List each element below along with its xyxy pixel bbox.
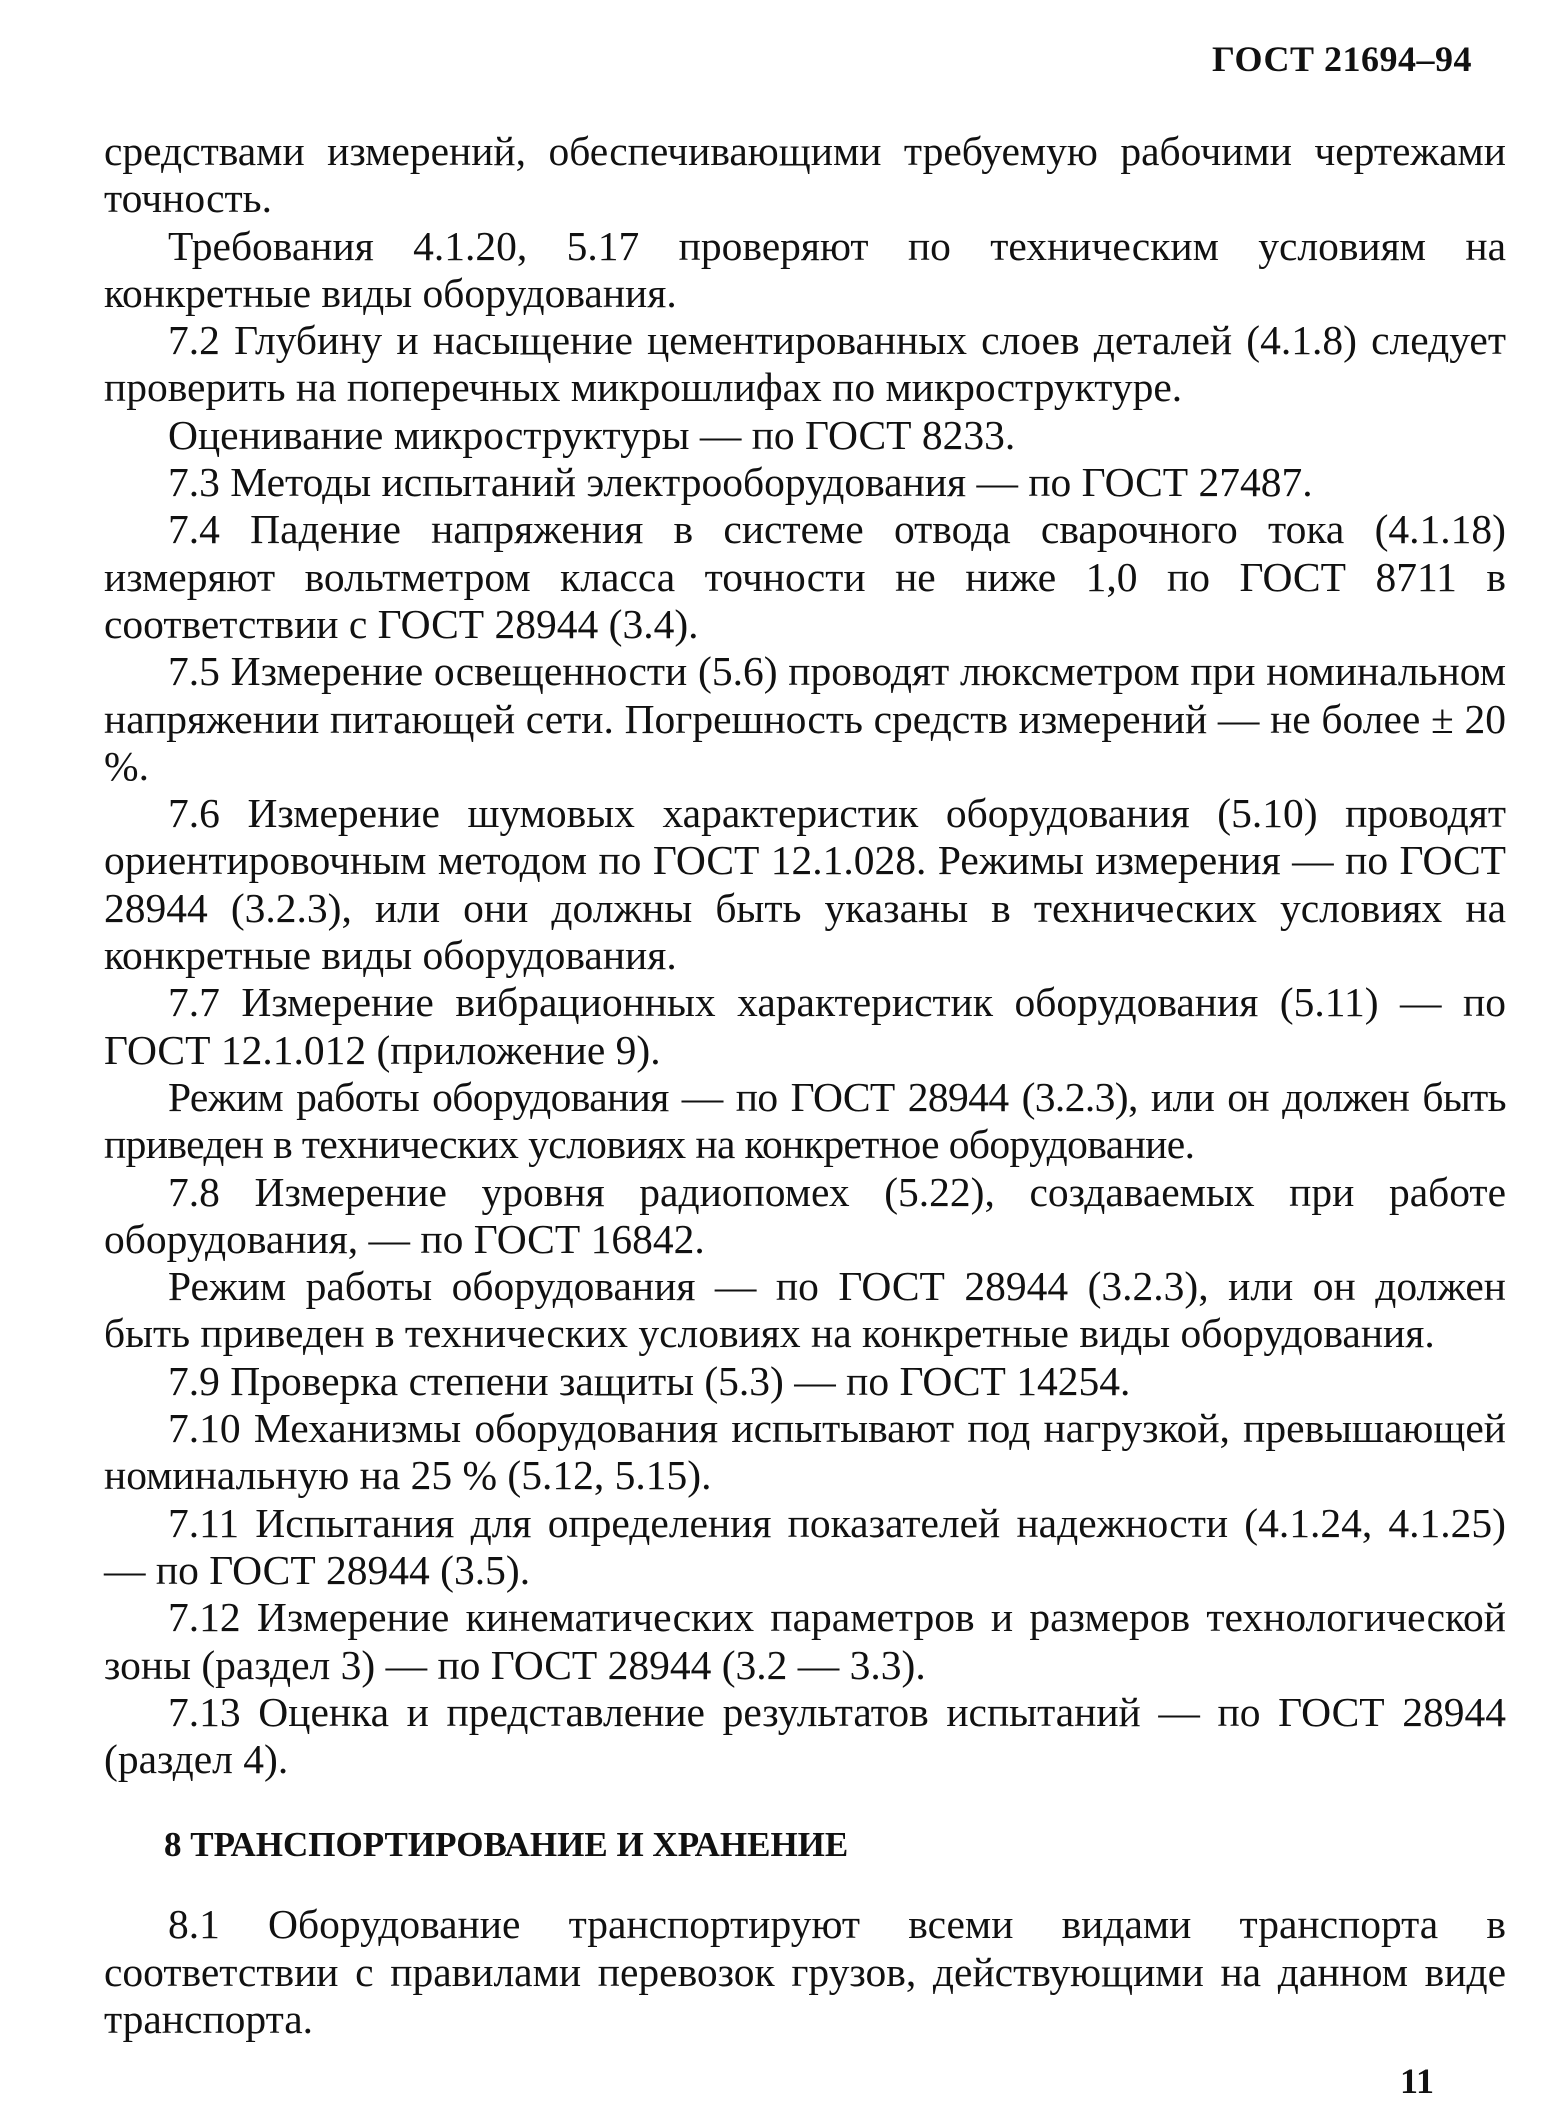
paragraph-operating-mode-2: Режим работы оборудования — по ГОСТ 28944 (3.2.3), или он должен быть приведен в технических условиях на конкретные виды оборудования. (104, 1263, 1506, 1357)
paragraph-7-6: 7.6 Измерение шумовых характеристик оборудования (5.10) проводят ориентировочным методом по ГОСТ 12.1.028. Режимы измерения — по ГОСТ 28944 (3.2.3), или они должны быть указаны в технических условиях на конкретные виды оборудования. (104, 790, 1506, 979)
paragraph-7-13: 7.13 Оценка и представление результатов испытаний — по ГОСТ 28944 (раздел 4). (104, 1688, 1506, 1783)
paragraph-7-2: 7.2 Глубину и насыщение цементированных слоев деталей (4.1.8) следует проверить на поперечных микрошлифах по микроструктуре. (104, 317, 1506, 411)
paragraph-7-9: 7.9 Проверка степени защиты (5.3) — по ГОСТ 14254. (168, 1357, 1131, 1404)
paragraph-7-8: 7.8 Измерение уровня радиопомех (5.22), создаваемых при работе оборудования, — по ГОСТ 16842. (104, 1168, 1506, 1262)
section-8-title: 8 ТРАНСПОРТИРОВАНИЕ И ХРАНЕНИЕ (164, 1825, 849, 1865)
paragraph-continuation: средствами измерений, обеспечивающими требуемую рабочими чертежами точность. (104, 128, 1506, 222)
paragraph-requirements-check: Требования 4.1.20, 5.17 проверяют по техническим условиям на конкретные виды оборудования. (104, 222, 1506, 316)
paragraph-7-10: 7.10 Механизмы оборудования испытывают под нагрузкой, превышающей номинальную на 25 % (5.12, 5.15). (104, 1405, 1506, 1499)
paragraph-8-1: 8.1 Оборудование транспортируют всеми видами транспорта в соответствии с правилами перевозок грузов, действующими на данном виде транспорта. (104, 1901, 1506, 2042)
paragraph-7-7: 7.7 Измерение вибрационных характеристик оборудования (5.11) — по ГОСТ 12.1.012 (приложение 9). (104, 979, 1506, 1073)
document-body (104, 128, 1506, 2043)
document-code-header: ГОСТ 21694–94 (1212, 39, 1472, 79)
paragraph-operating-mode-1: Режим работы оборудования — по ГОСТ 28944 (3.2.3), или он должен быть приведен в технических условиях на конкретное оборудование. (104, 1073, 1506, 1168)
paragraph-7-4: 7.4 Падение напряжения в системе отвода сварочного тока (4.1.18) измеряют вольтметром класса точности не ниже 1,0 по ГОСТ 8711 в соответствии с ГОСТ 28944 (3.4). (104, 506, 1506, 647)
paragraph-7-11: 7.11 Испытания для определения показателей надежности (4.1.24, 4.1.25) — по ГОСТ 28944 (3.5). (104, 1499, 1506, 1593)
paragraph-7-12: 7.12 Измерение кинематических параметров и размеров технологической зоны (раздел 3) — по ГОСТ 28944 (3.2 — 3.3). (104, 1594, 1506, 1688)
page-number: 11 (1399, 2061, 1434, 2101)
paragraph-7-5: 7.5 Измерение освещенности (5.6) проводят люксметром при номинальном напряжении питающей сети. Погрешность средств измерений — не более ± 20 %. (104, 648, 1506, 789)
paragraph-microstructure: Оценивание микроструктуры — по ГОСТ 8233. (168, 411, 1016, 458)
paragraph-7-3: 7.3 Методы испытаний электрооборудования — по ГОСТ 27487. (168, 459, 1313, 506)
